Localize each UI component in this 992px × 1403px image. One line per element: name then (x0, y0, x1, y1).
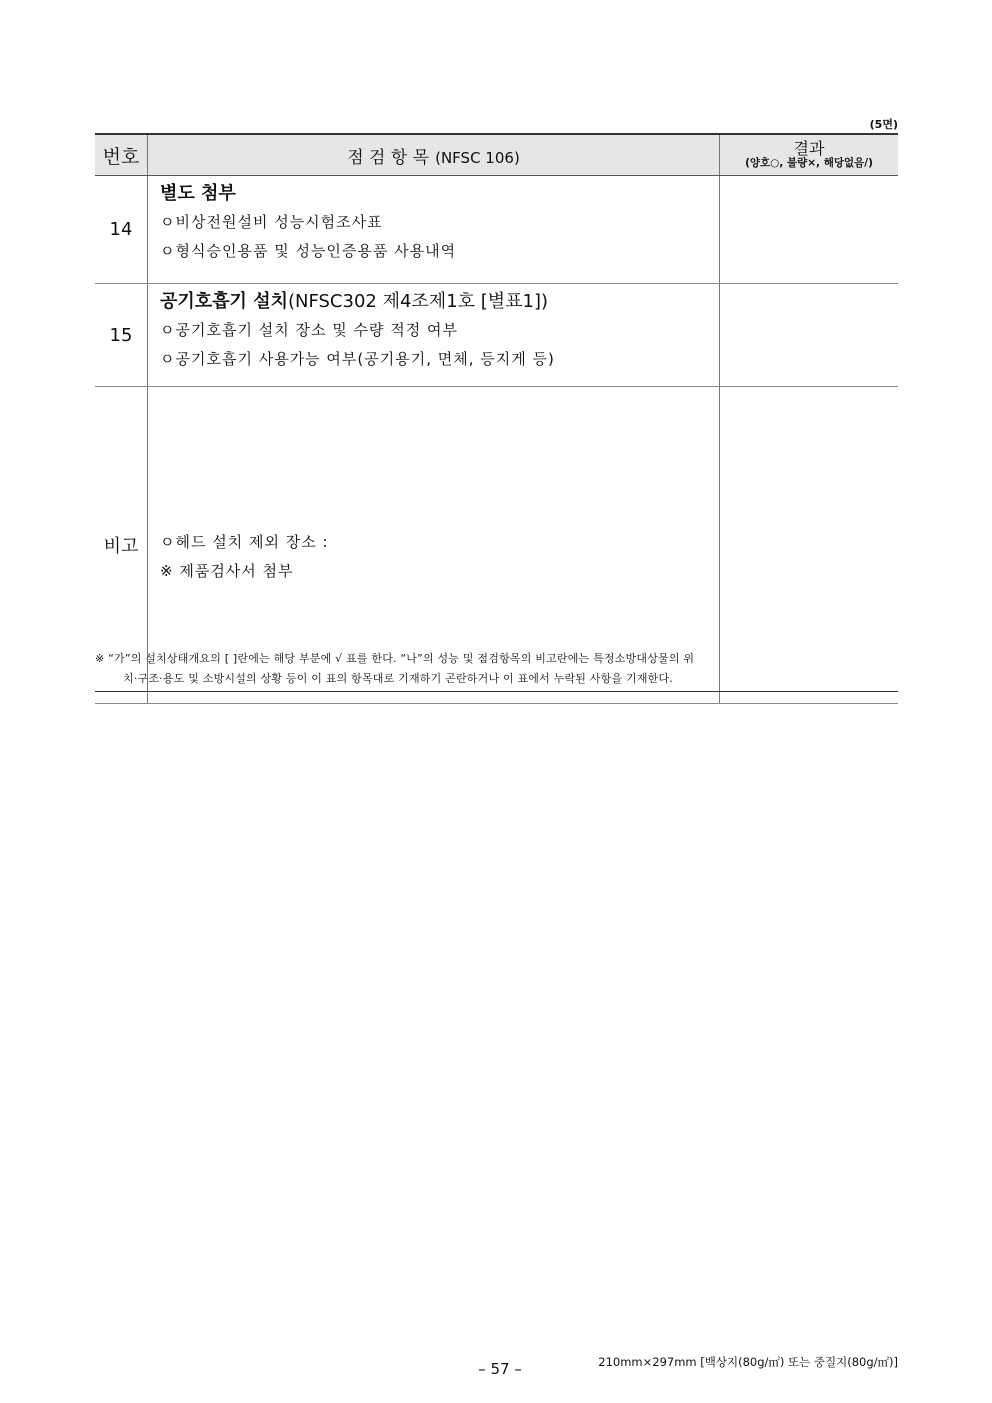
row-title: 별도 첨부 (160, 183, 236, 204)
inspection-table (95, 133, 898, 704)
row-item-line: ㅇ공기호흡기 사용가능 여부(공기용기, 면체, 등지게 등) (160, 350, 555, 368)
table-row (95, 176, 898, 284)
header-item-label: 점 검 항 목 (347, 147, 430, 168)
row-title-reference: (NFSC302 제4조제1호 [별표1]) (287, 291, 549, 312)
page-section-label: (5면) (869, 118, 898, 131)
row-content (148, 284, 720, 387)
header-result (720, 134, 899, 176)
row-title-text: 공기호흡기 설치 (160, 291, 288, 312)
remarks-line: ㅇ헤드 설치 제외 장소 : (160, 533, 329, 551)
header-inspection-item (148, 134, 720, 176)
row-item-line: ㅇ형식승인용품 및 성능인증용품 사용내역 (160, 242, 457, 260)
row-number: 14 (95, 176, 148, 284)
table-row (95, 284, 898, 387)
row-item-line: ㅇ비상전원설비 성능시험조사표 (160, 213, 383, 231)
footnote (95, 649, 898, 692)
footnote-line: 치·구조·용도 및 소방시설의 상황 등이 이 표의 항목대로 기재하기 곤란하거나 이 표에서 누락된 사항을 기재한다. (123, 672, 674, 685)
row-item-line: ㅇ공기호흡기 설치 장소 및 수량 적정 여부 (160, 321, 458, 339)
header-number: 번호 (95, 134, 148, 176)
result-cell[interactable] (720, 176, 899, 284)
footnote-line: ※ “가”의 설치상태개요의 [ ]란에는 해당 부분에 √ 표를 한다. “나”의 성능 및 점검항목의 비고란에는 특정소방대상물의 위 (95, 652, 695, 665)
header-item-code: (NFSC 106) (435, 148, 520, 167)
remarks-label: 비고 (95, 387, 148, 704)
header-result-title: 결과 (793, 139, 825, 159)
paper-spec: 210mm×297mm [백상지(80g/㎡) 또는 중질지(80g/㎡)] (598, 1355, 898, 1369)
page-number: – 57 – (478, 1360, 522, 1378)
row-content (148, 176, 720, 284)
result-cell[interactable] (720, 284, 899, 387)
header-result-legend: (양호○, 불량×, 해당없음/) (745, 156, 873, 169)
row-title (160, 288, 719, 316)
table-header-row (95, 134, 898, 176)
remarks-line: ※ 제품검사서 첨부 (160, 562, 294, 580)
row-number: 15 (95, 284, 148, 387)
